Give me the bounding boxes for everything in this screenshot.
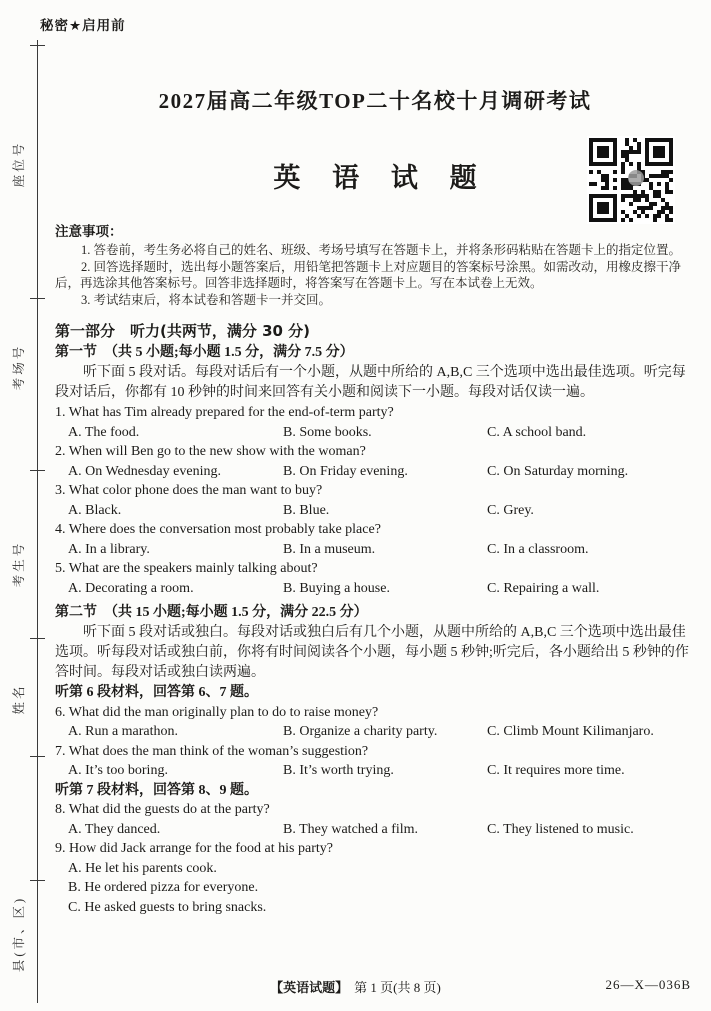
binding-field-seat-number: 座位号 <box>12 140 26 188</box>
question-options <box>55 462 695 482</box>
question-stem: 1. What has Tim already prepared for the end-of-term party? <box>55 405 394 420</box>
option-b: B. In a museum. <box>283 541 376 557</box>
page-footer <box>0 977 711 995</box>
question-2 <box>55 442 695 481</box>
question-stem: 5. What are the speakers mainly talking about? <box>55 561 318 576</box>
option-b: B. He ordered pizza for everyone. <box>68 880 259 895</box>
footer-center <box>0 977 711 996</box>
question-1 <box>55 403 695 442</box>
section1-instructions: 听下面 5 段对话。每段对话后有一个小题，从题中所给的 A,B,C 三个选项中选出最佳选项。听完每段对话后，你都有 10 秒钟的时间来回答有关小题和阅读下一小题。每段对话仅读一遍。 <box>55 365 686 400</box>
section2-instructions: 听下面 5 段对话或独白。每段对话或独白后有几个小题，从题中所给的 A,B,C 三个选项中选出最佳选项。听每段对话或独白前，你将有时间阅读各个小题，每小题 5 秒钟;听完后，各小题给出 5 秒钟的作答时间。每段对话或独白读两遍。 <box>55 625 689 680</box>
question-4 <box>55 520 695 559</box>
secrecy-notice: 秘密★启用前 <box>40 18 126 34</box>
note-item: 3. 考试结束后，将本试卷和答题卡一并交回。 <box>81 292 332 307</box>
option-b: B. On Friday evening. <box>283 463 408 479</box>
section2-heading: 第二节 （共 15 小题;每小题 1.5 分，满分 22.5 分） <box>55 605 368 620</box>
question-9 <box>55 839 695 917</box>
question-stem: 3. What color phone does the man want to buy? <box>55 483 323 498</box>
question-options <box>55 579 695 599</box>
binding-tick <box>30 756 45 757</box>
question-options <box>55 423 695 443</box>
question-options <box>55 820 695 840</box>
binding-tick <box>30 470 45 471</box>
option-b: B. They watched a film. <box>283 821 419 837</box>
option-c: C. They listened to music. <box>487 821 634 837</box>
option-a: A. Run a marathon. <box>68 724 179 739</box>
question-options <box>55 761 695 781</box>
option-c: C. He asked guests to bring snacks. <box>68 899 267 915</box>
footer-page-number: 第 1 页(共 8 页) <box>354 980 441 995</box>
option-a: A. Decorating a room. <box>68 580 194 596</box>
option-c: C. A school band. <box>487 424 587 440</box>
option-b: B. Some books. <box>283 424 372 440</box>
notes-heading: 注意事项： <box>55 224 123 240</box>
option-b: B. It’s worth trying. <box>283 763 394 778</box>
question-5 <box>55 559 695 598</box>
binding-field-candidate-number: 考生号 <box>12 540 26 588</box>
option-b: B. Buying a house. <box>283 580 390 596</box>
exam-title: 2027届高二年级TOP二十名校十月调研考试 <box>158 89 592 113</box>
option-b: B. Organize a charity party. <box>283 724 438 739</box>
binding-tick <box>30 638 45 639</box>
question-options <box>55 722 695 742</box>
footer-subject-label: 【英语试题】 <box>270 980 349 995</box>
binding-field-county: 县(市、区) <box>12 895 26 973</box>
binding-field-room-number: 考场号 <box>12 343 26 391</box>
question-options <box>55 501 695 521</box>
note-item: 1. 答卷前，考生务必将自己的姓名、班级、考场号填写在答题卡上，并将条形码粘贴在答题卡上的指定位置。 <box>81 243 682 257</box>
option-a: A. On Wednesday evening. <box>68 463 221 479</box>
binding-field-name: 姓名 <box>12 683 26 715</box>
option-c: C. In a classroom. <box>487 541 589 557</box>
option-a: A. Black. <box>68 502 122 518</box>
question-3 <box>55 481 695 520</box>
question-stem: 2. When will Ben go to the new show with the woman? <box>55 444 366 459</box>
option-b: B. Blue. <box>283 502 330 518</box>
part1-heading: 第一部分 听力(共两节，满分 30 分) <box>55 322 311 340</box>
option-c: C. Grey. <box>487 502 534 518</box>
question-stem: 9. How did Jack arrange for the food at his party? <box>55 841 333 856</box>
binding-line <box>37 40 38 1003</box>
option-c: C. It requires more time. <box>487 763 625 778</box>
question-8 <box>55 800 695 839</box>
question-stem: 4. Where does the conversation most probably take place? <box>55 522 381 537</box>
option-a: A. In a library. <box>68 541 150 557</box>
question-options <box>55 859 695 918</box>
note-item: 2. 回答选择题时，选出每小题答案后，用铅笔把答题卡上对应题目的答案标号涂黑。如需改动，用橡皮擦干净后，再选涂其他答案标号。回答非选择题时，将答案写在答题卡上。写在本试卷上无效。 <box>55 259 682 290</box>
question-7 <box>55 742 695 781</box>
notes-section <box>55 222 695 308</box>
question-stem: 7. What does the man think of the woman’s suggestion? <box>55 743 369 759</box>
binding-strip <box>0 0 44 1011</box>
question-stem: 8. What did the guests do at the party? <box>55 802 270 817</box>
option-a: A. He let his parents cook. <box>68 860 217 876</box>
question-options <box>55 540 695 560</box>
binding-tick <box>30 45 45 46</box>
option-c: C. On Saturday morning. <box>487 463 629 479</box>
option-a: A. They danced. <box>68 821 161 837</box>
material-6-lead: 听第 6 段材料，回答第 6、7 题。 <box>55 685 258 700</box>
binding-tick <box>30 880 45 881</box>
question-6 <box>55 703 695 742</box>
option-a: A. The food. <box>68 424 140 440</box>
section1-heading: 第一节 （共 5 小题;每小题 1.5 分，满分 7.5 分） <box>55 345 354 360</box>
exam-subject: 英 语 试 题 <box>273 163 485 193</box>
binding-tick <box>30 298 45 299</box>
option-c: C. Repairing a wall. <box>487 580 600 596</box>
exam-content <box>55 0 695 917</box>
question-stem: 6. What did the man originally plan to do to raise money? <box>55 704 379 720</box>
option-c: C. Climb Mount Kilimanjaro. <box>487 724 654 739</box>
footer-paper-code: 26—X—036B <box>605 977 691 992</box>
option-a: A. It’s too boring. <box>68 763 168 778</box>
material-7-lead: 听第 7 段材料，回答第 8、9 题。 <box>55 782 258 798</box>
